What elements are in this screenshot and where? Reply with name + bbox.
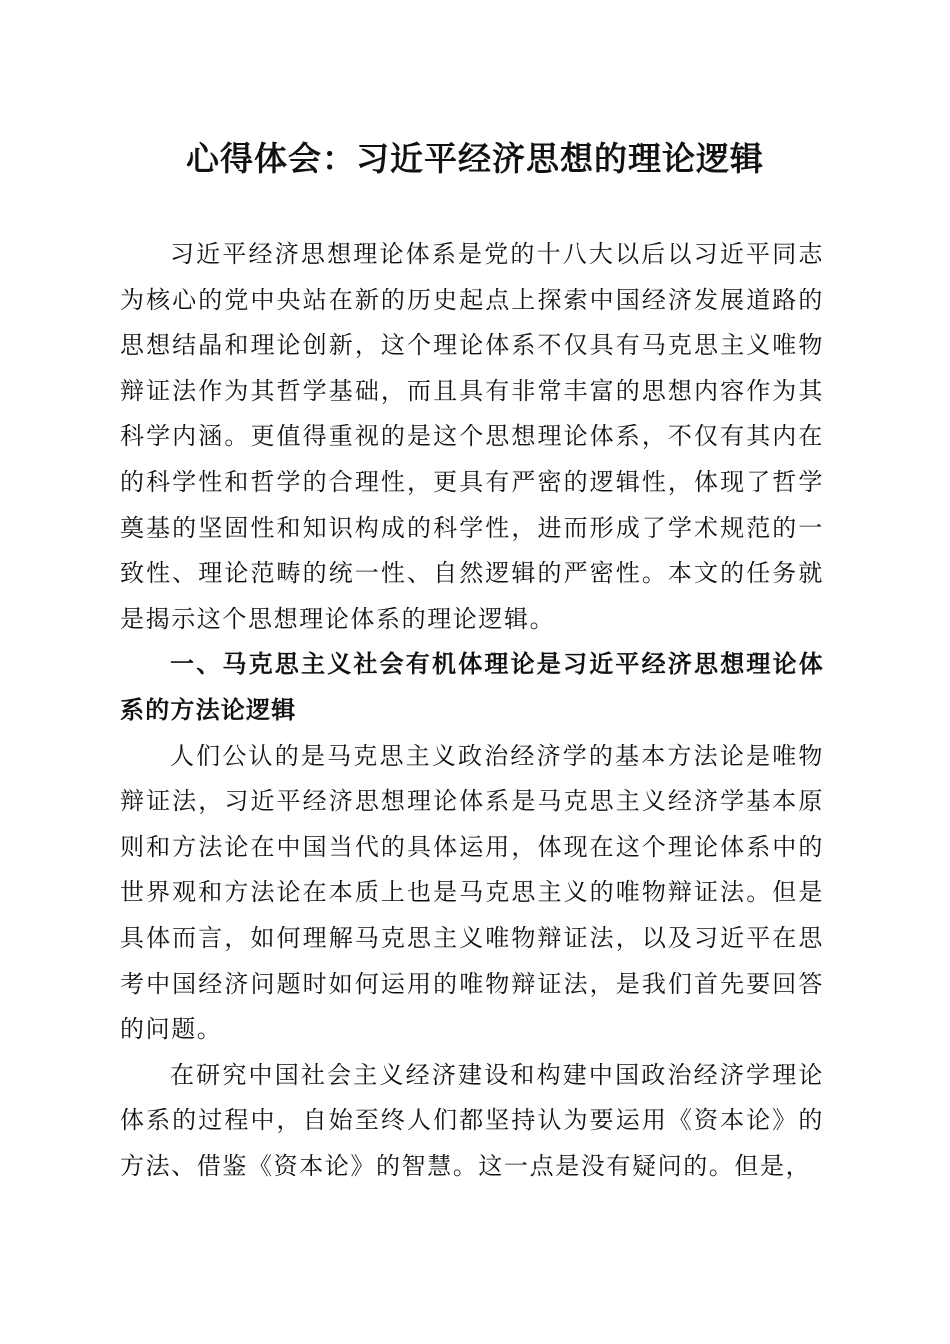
section-paragraph-2: 在研究中国社会主义经济建设和构建中国政治经济学理论体系的过程中，自始至终人们都坚持认为要运用《资本论》的方法、借鉴《资本论》的智慧。这一点是没有疑问的。但是， [120, 1060, 824, 1180]
section-heading: 一、马克思主义社会有机体理论是习近平经济思想理论体系的方法论逻辑 [120, 650, 824, 724]
document-body [120, 232, 824, 1189]
intro-paragraph: 习近平经济思想理论体系是党的十八大以后以习近平同志为核心的党中央站在新的历史起点上探索中国经济发展道路的思想结晶和理论创新，这个理论体系不仅具有马克思主义唯物辩证法作为其哲学基础，而且具有非常丰富的思想内容作为其科学内涵。更值得重视的是这个思想理论体系，不仅有其内在的科学性和哲学的合理性，更具有严密的逻辑性，体现了哲学奠基的坚固性和知识构成的科学性，进而形成了学术规范的一致性、理论范畴的统一性、自然逻辑的严密性。本文的任务就是揭示这个思想理论体系的理论逻辑。 [120, 240, 824, 633]
document-title: 心得体会：习近平经济思想的理论逻辑 [186, 139, 764, 178]
section-paragraph-1: 人们公认的是马克思主义政治经济学的基本方法论是唯物辩证法，习近平经济思想理论体系是马克思主义经济学基本原则和方法论在中国当代的具体运用，体现在这个理论体系中的世界观和方法论在本质上也是马克思主义的唯物辩证法。但是具体而言，如何理解马克思主义唯物辩证法，以及习近平在思考中国经济问题时如何运用的唯物辩证法，是我们首先要回答的问题。 [120, 741, 824, 1044]
